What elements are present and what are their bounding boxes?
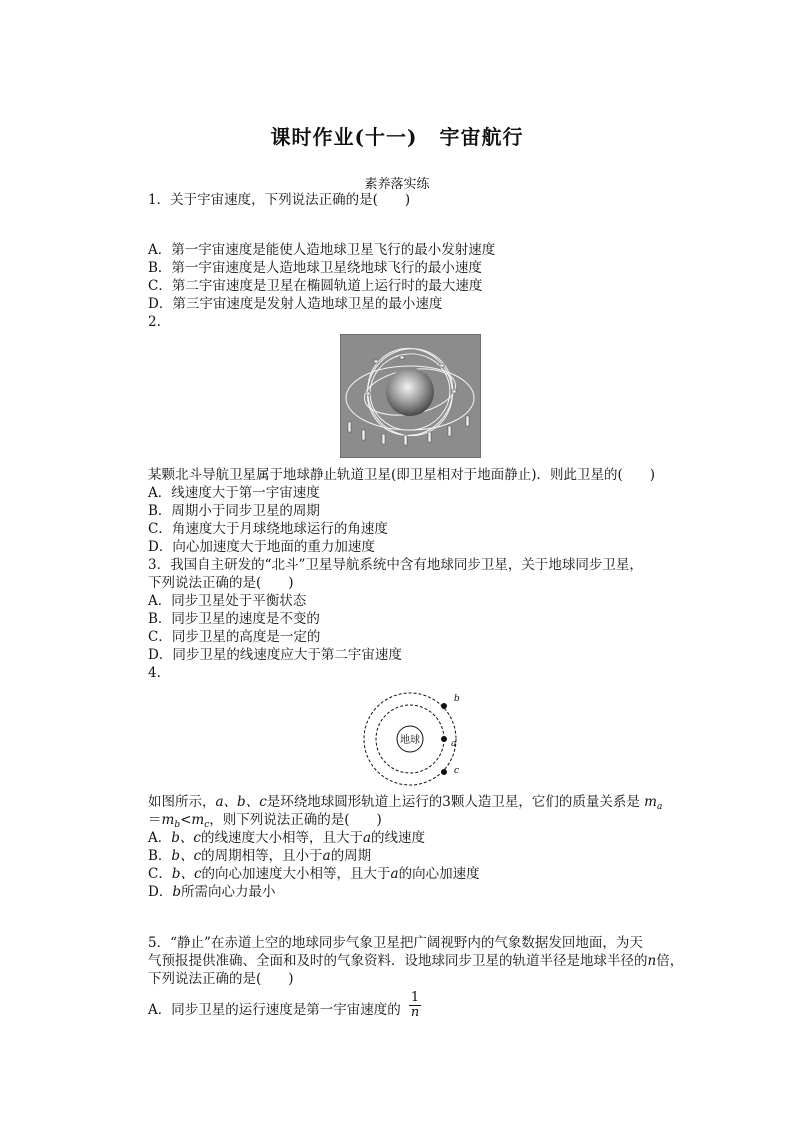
q1-option-b: B．第一宇宙速度是人造地球卫星绕地球飞行的最小速度 [148,260,482,276]
q1-option-c: C．第二宇宙速度是卫星在椭圆轨道上运行时的最大速度 [148,278,483,294]
q2-option-a: A．线速度大于第一宇宙速度 [148,485,320,501]
orbit-diagram [358,686,468,792]
q5-stem-line1: 5．“静止”在赤道上空的地球同步气象卫星把广阔视野内的气象数据发回地面，为天 [148,935,643,951]
label-a: a [451,739,457,749]
q3-stem-line2: 下列说法正确的是( ) [148,575,294,591]
q3-stem-line1: 3．我国自主研发的“北斗”卫星导航系统中含有地球同步卫星，关于地球同步卫星， [148,557,643,573]
q4-number: 4. [148,665,161,681]
q2-option-d: D．向心加速度大于地面的重力加速度 [148,539,375,555]
q2-option-c: C．角速度大于月球绕地球运行的角速度 [148,521,388,537]
q5-stem-line3: 下列说法正确的是( ) [148,971,294,987]
satellite-b [441,703,447,709]
q4-option-b: B．b、c的周期相等，且小于a的周期 [148,848,372,864]
fraction-denominator: n [410,1005,420,1020]
q5-fraction [409,991,421,1020]
q3-option-c: C．同步卫星的高度是一定的 [148,629,321,645]
earth-label: 地球 [400,735,420,746]
label-b: b [454,694,460,704]
q4-stem-line2: $=m_b<m_c$，则下列说法正确的是( ) [148,812,382,830]
q3-option-b: B．同步卫星的速度是不变的 [148,611,320,627]
section-heading: 素养落实练 [364,177,430,192]
q4-option-a: A．b、c的线速度大小相等，且大于a的线速度 [148,830,426,846]
page-title [0,121,794,150]
beidou-satellite-figure [340,334,481,458]
q3-option-d: D．同步卫星的线速度应大于第二宇宙速度 [148,647,402,663]
q1-option-d: D．第三宇宙速度是发射人造地球卫星的最小速度 [148,296,443,312]
q5-stem-line2: 气预报提供准确、全面和及时的气象资料．设地球同步卫星的轨道半径是地球半径的n倍， [148,953,684,969]
satellite-c [441,769,447,775]
q4-stem-line1: 如图所示，a、b、c是环绕地球圆形轨道上运行的3颗人造卫星，它们的质量关系是 $m_a$ [148,794,663,812]
fraction-numerator: 1 [410,990,420,1005]
q4-option-d: D．b所需向心力最小 [148,884,276,900]
title-sub: 宇宙航行 [439,125,524,149]
label-c: c [454,766,460,776]
satellite-a [441,736,447,742]
q4-option-c: C．b、c的向心加速度大小相等，且大于a的向心加速度 [148,866,480,882]
q1-stem: 1．关于宇宙速度，下列说法正确的是( ) [148,192,411,208]
q1-option-a: A．第一宇宙速度是能使人造地球卫星飞行的最小发射速度 [148,242,496,258]
title-main: 课时作业(十一) [270,125,418,149]
q2-option-b: B．周期小于同步卫星的周期 [148,503,320,519]
q2-stem: 某颗北斗导航卫星属于地球静止轨道卫星(即卫星相对于地面静止)．则此卫星的( ) [148,467,656,483]
q5-option-a: A．同步卫星的运行速度是第一宇宙速度的 [148,1002,401,1018]
q3-option-a: A．同步卫星处于平衡状态 [148,593,307,609]
q2-number: 2. [148,314,161,330]
